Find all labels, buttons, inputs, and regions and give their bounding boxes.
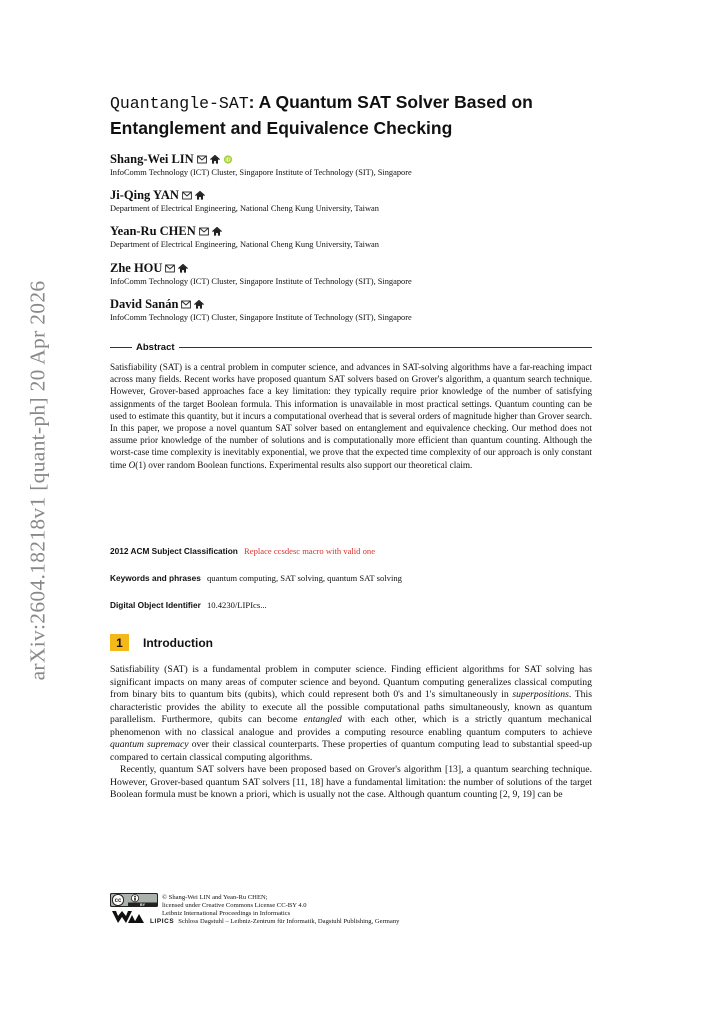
section-number: 1 [110,634,129,651]
keywords [110,573,592,584]
system-name: Quantangle-SAT [110,94,249,113]
lipics-label: LIPICS [150,918,175,925]
author-name: Ji-Qing YAN [110,188,179,202]
paper-title [110,90,592,140]
cc-by-badge[interactable] [110,893,158,907]
envelope-icon[interactable] [197,155,207,164]
proceedings-line: Leibniz International Proceedings in Informatics [162,910,291,917]
orcid-icon[interactable] [223,155,233,164]
author-affiliation: InfoComm Technology (ICT) Cluster, Singapore Institute of Technology (SIT), Singapore [110,277,412,286]
section-title: Introduction [143,635,213,650]
acm-value[interactable]: Replace ccsdesc macro with valid one [244,546,376,556]
keywords-value: quantum computing, SAT solving, quantum SAT solving [207,573,402,583]
envelope-icon[interactable] [165,264,175,273]
home-icon[interactable] [212,227,222,236]
keywords-label: Keywords and phrases [110,573,201,583]
publisher-line [150,918,399,926]
abstract-text: Satisfiability (SAT) is a central problem in computer science, and advances in SAT-solving algorithms have a far-reaching impact across many fields. Recent works have proposed quantum SAT solvers based on Grover's algorithm, a quantum search technique. However, Grover-based approaches face a key limitation: they typically require prior knowledge of the number of satisfying assignments of the target Boolean formula. This information is unavailable in most practical settings. Quantum counting can be used to estimate this quantity, but it incurs a computational overhead that is several orders of magnitude higher than Grover search. In this paper, we propose a novel quantum SAT solver based on entanglement and equivalence checking. Our method does not assume prior knowledge of the number of solutions and is computationally more efficient than quantum counting. Although the worst-case time complexity is inevitably exponential, we prove that the expected time complexity of our approach is only constant time O(1) over random Boolean functions. Experimental results also support our theoretical claim. [110,362,592,470]
abstract-label: Abstract [136,342,175,353]
home-icon[interactable] [194,300,204,309]
rule [110,347,132,348]
doi [110,600,592,611]
envelope-icon[interactable] [181,300,191,309]
cc-label: cc [114,898,122,905]
arxiv-id-text: arXiv:2604.18218v1 [quant-ph] 20 Apr 2026 [25,280,50,680]
author-affiliation: InfoComm Technology (ICT) Cluster, Singapore Institute of Technology (SIT), Singapore [110,313,412,322]
rule [179,347,592,348]
author-affiliation: InfoComm Technology (ICT) Cluster, Singapore Institute of Technology (SIT), Singapore [110,168,412,177]
doi-value[interactable]: 10.4230/LIPIcs... [206,600,267,610]
introduction-body [110,664,592,802]
copyright-line: © Shang-Wei LIN and Yean-Ru CHEN; [162,894,268,901]
author-name: David Sanán [110,297,179,311]
author-block [110,261,592,287]
lipics-logo-icon [112,910,144,924]
author-block [110,152,592,178]
acm-classification [110,546,592,557]
author-block [110,297,592,323]
abstract-heading [110,342,592,353]
envelope-icon[interactable] [199,227,209,236]
paragraph: Recently, quantum SAT solvers have been proposed based on Grover's algorithm [13], a quantum searching technique. However, Grover-based quantum SAT solvers [11, 18] have a fundamental limitation: the number of solutions of the target Boolean formula must be known a priori, which is usually not the case. Although quantum counting [2, 9, 19] can be [110,764,592,800]
home-icon[interactable] [210,155,220,164]
license-line: licensed under Creative Commons License CC-BY 4.0 [162,902,307,909]
license-text [150,894,400,926]
author-affiliation: Department of Electrical Engineering, National Cheng Kung University, Taiwan [110,204,379,213]
author-block [110,224,592,250]
svg-text:iD: iD [225,157,231,164]
license-footer [110,893,592,937]
acm-label: 2012 ACM Subject Classification [110,546,238,556]
doi-label: Digital Object Identifier [110,600,201,610]
author-name: Zhe HOU [110,261,163,275]
title-rest: : A Quantum SAT Solver Based on Entanglement and Equivalence Checking [110,92,533,138]
by-label: BY [140,902,145,907]
publisher-text: Schloss Dagstuhl – Leibniz-Zentrum für Informatik, Dagstuhl Publishing, Germany [178,918,400,925]
author-block [110,188,592,214]
section-heading [110,634,213,651]
envelope-icon[interactable] [182,191,192,200]
author-affiliation: Department of Electrical Engineering, National Cheng Kung University, Taiwan [110,240,379,249]
arxiv-identifier [16,200,60,760]
home-icon[interactable] [178,264,188,273]
paragraph: Satisfiability (SAT) is a fundamental problem in computer science. Finding efficient algorithms for SAT solving has significant impacts on many areas of computer science and beyond. Quantum computing generalizes classical computing from binary bits to quantum bits (qubits), which could represent both 0's and 1's simultaneously in superpositions. This characteristic provides the ability to execute all the possible computational paths simultaneously, known as quantum parallelism. Furthermore, qubits can become entangled with each other, which is a strictly quantum mechanical phenomenon with no classical analogue and provides a computing resource enabling quantum computers to achieve quantum supremacy over their classical counterparts. These properties of quantum computing lead to substantial speed-up compared to certain classical computing algorithms. [110,664,592,763]
home-icon[interactable] [195,191,205,200]
author-name: Shang-Wei LIN [110,152,194,166]
author-name: Yean-Ru CHEN [110,224,196,238]
